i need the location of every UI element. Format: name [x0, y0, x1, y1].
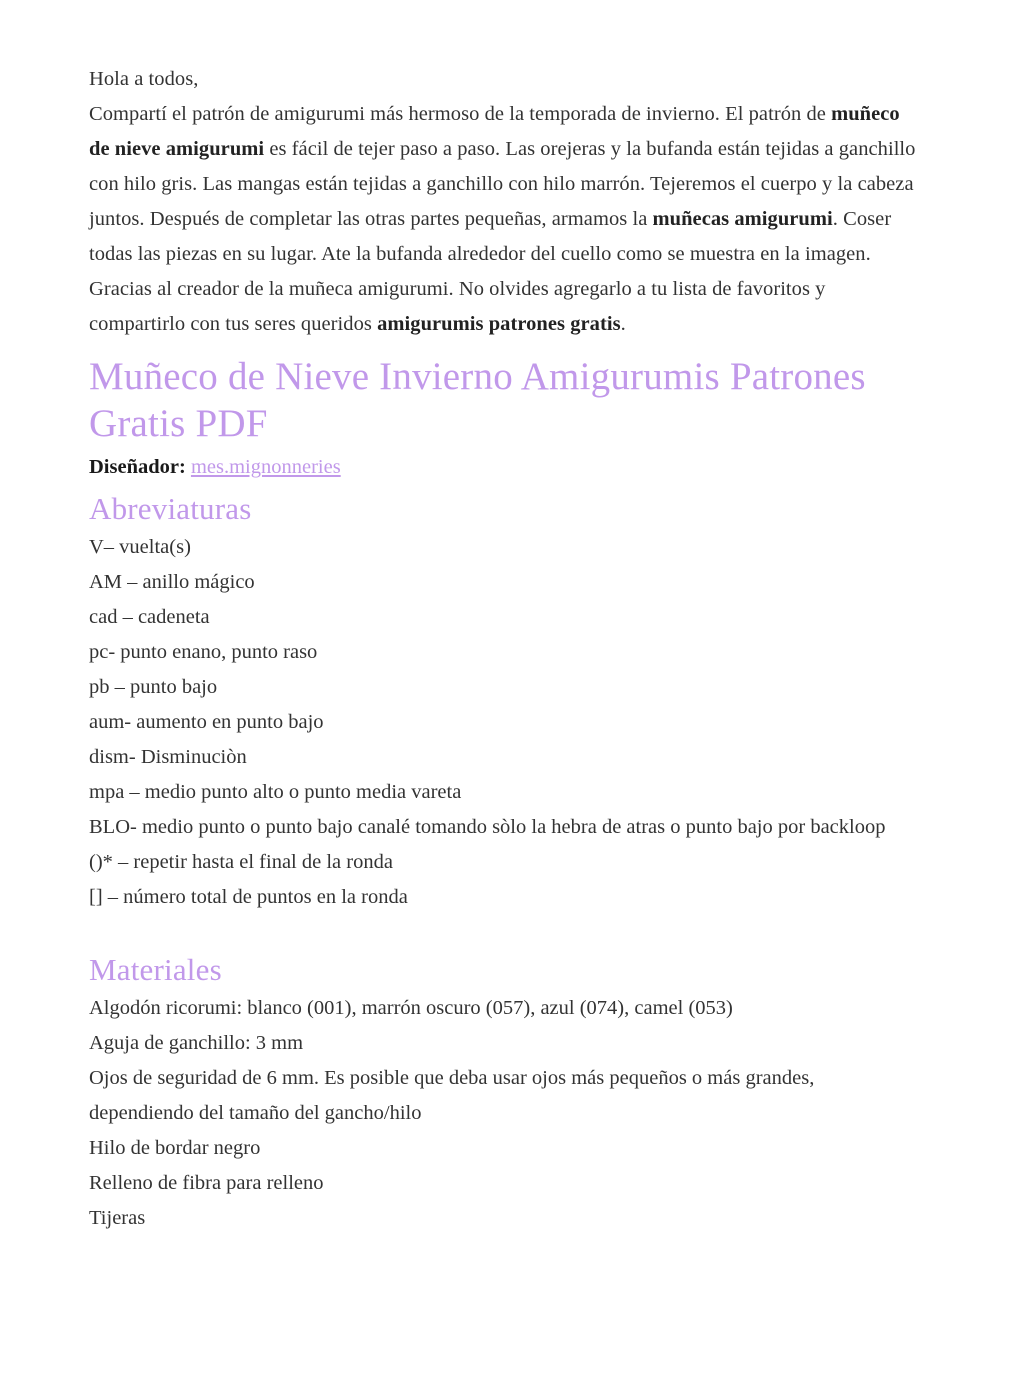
list-item: aum- aumento en punto bajo [89, 711, 324, 733]
intro-bold-muneco-de-nieve: muñeco de nieve amigurumi [89, 103, 900, 160]
list-item: V– vuelta(s) [89, 536, 191, 558]
list-item: pb – punto bajo [89, 676, 218, 698]
greeting-paragraph: Hola a todos, [89, 68, 199, 90]
list-item: Algodón ricorumi: blanco (001), marrón oscuro (057), azul (074), camel (053) [89, 997, 733, 1019]
materials-heading: Materiales [89, 952, 222, 987]
intro-text-part-1: Compartí el patrón de amigurumi más hermoso de la temporada de invierno. El patrón de [89, 103, 832, 125]
list-item: pc- punto enano, punto raso [89, 641, 318, 663]
intro-text-part-4: . [620, 313, 626, 335]
intro-bold-patrones-gratis: amigurumis patrones gratis [377, 313, 621, 335]
list-item: ()* – repetir hasta el final de la ronda [89, 851, 393, 873]
list-item: mpa – medio punto alto o punto media vareta [89, 781, 462, 803]
page-title: Muñeco de Nieve Invierno Amigurumis Patrones Gratis PDF [89, 355, 866, 445]
list-item: [] – número total de puntos en la ronda [89, 886, 408, 908]
abbreviations-list [89, 530, 919, 915]
list-item: Tijeras [89, 1207, 146, 1229]
list-item: cad – cadeneta [89, 606, 210, 628]
list-item: BLO- medio punto o punto bajo canalé tomando sòlo la hebra de atras o punto bajo por backloop [89, 816, 886, 838]
designer-credit [89, 451, 919, 484]
abbreviations-heading: Abreviaturas [89, 491, 252, 526]
list-item: Hilo de bordar negro [89, 1137, 261, 1159]
list-item: Ojos de seguridad de 6 mm. Es posible que deba usar ojos más pequeños o más grandes, dependiendo del tamaño del gancho/hilo [89, 1067, 815, 1124]
list-item: dism- Disminuciòn [89, 746, 247, 768]
list-item: AM – anillo mágico [89, 571, 255, 593]
designer-link[interactable]: mes.mignonneries [190, 456, 341, 478]
document-content [89, 62, 919, 1236]
intro-bold-munecas-amigurumi: muñecas amigurumi [652, 208, 833, 230]
intro-text-part-3: . Coser todas las piezas en su lugar. Ate la bufanda alrededor del cuello como se muestra en la imagen. Gracias al creador de la muñeca amigurumi. No olvides agregarlo a tu lista de favoritos y compartirlo con tus seres queridos [89, 208, 892, 335]
materials-list [89, 991, 919, 1236]
designer-label: Diseñador: [89, 456, 186, 478]
intro-text-part-2: es fácil de tejer paso a paso. Las orejeras y la bufanda están tejidas a ganchillo con hilo gris. Las mangas están tejidas a ganchillo con hilo marrón. Tejeremos el cuerpo y la cabeza juntos. Después de completar las otras partes pequeñas, armamos la [89, 138, 916, 230]
list-item: Relleno de fibra para relleno [89, 1172, 324, 1194]
list-item: Aguja de ganchillo: 3 mm [89, 1032, 304, 1054]
intro-paragraph [89, 97, 919, 342]
